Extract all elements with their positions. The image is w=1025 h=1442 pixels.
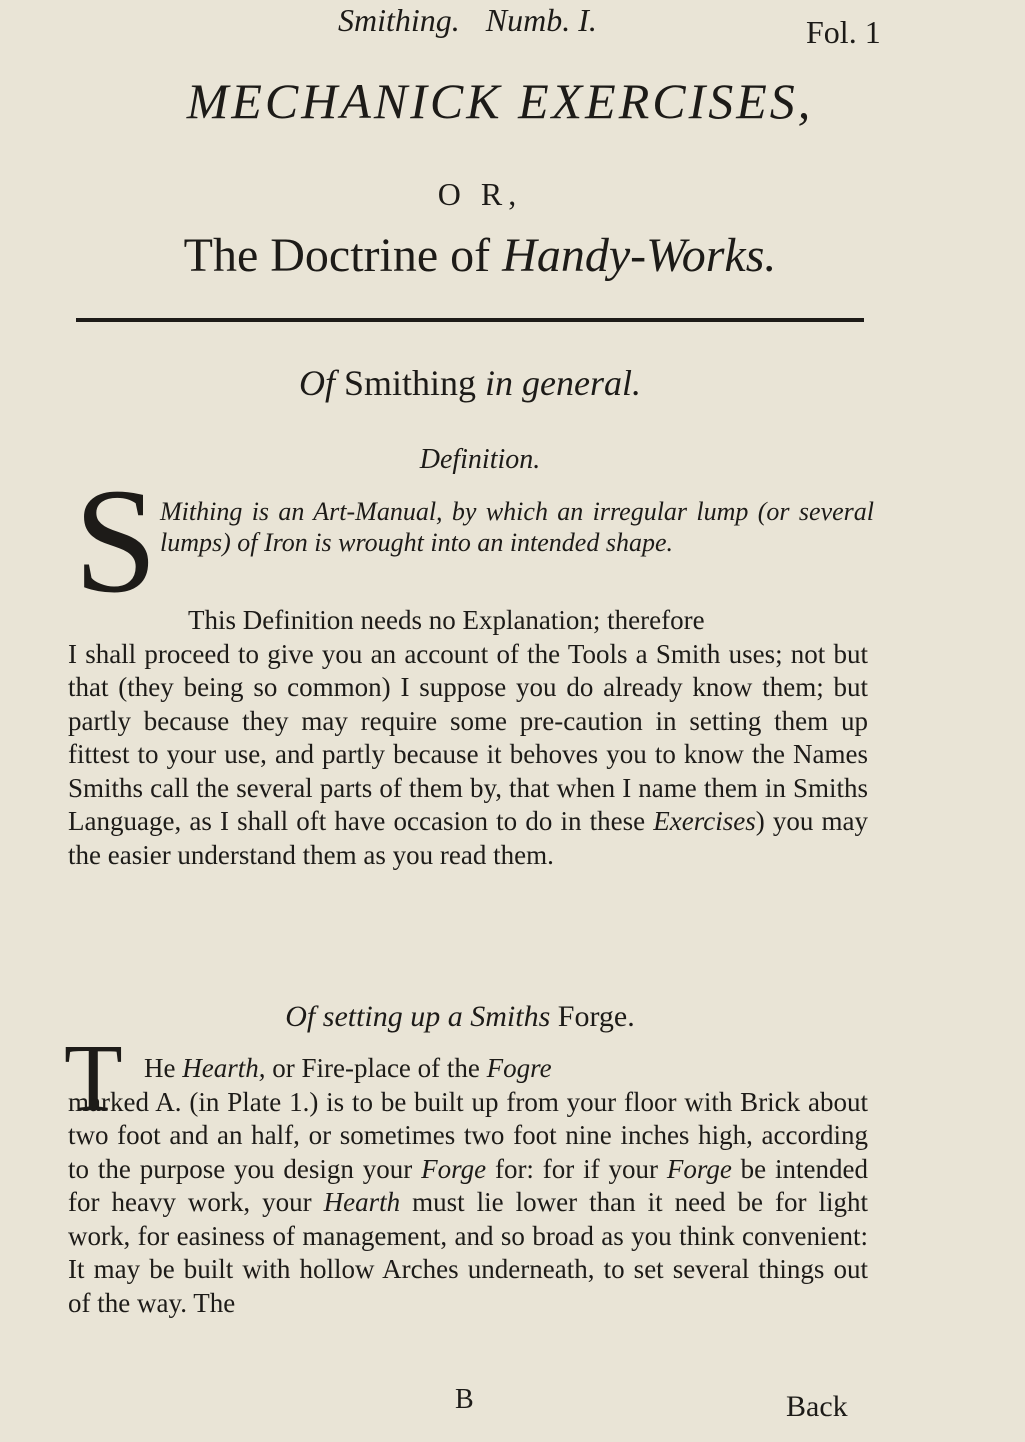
hearth-s2: or Fire-place of the [265, 1053, 487, 1083]
paragraph-hearth [68, 1052, 868, 1320]
hearth-s6: must lie lower than it need be for light work, for easiness of management, and so broad as you think convenient: It may be built with hollow Arches underneath, to set several things out of the way. The [68, 1187, 868, 1318]
section-title-of: Of [298, 363, 335, 403]
hearth-i3: Forge [421, 1153, 487, 1184]
paragraph-hearth-lead [68, 1052, 868, 1086]
hearth-i4: Forge [666, 1153, 732, 1184]
paragraph-tools-first-line: This Definition needs no Explanation; therefore [188, 605, 705, 635]
forge-heading-plain: Forge. [557, 1000, 635, 1033]
subtitle-italic: Handy-Works. [502, 229, 777, 282]
running-head [338, 2, 597, 39]
hearth-i5: Hearth [323, 1187, 401, 1217]
folio-number: Fol. 1 [806, 14, 881, 50]
section-title-word: Smithing [343, 363, 477, 403]
section-title [0, 362, 940, 404]
subtitle-plain: The Doctrine of [183, 229, 503, 282]
drop-cap-s: S [74, 458, 158, 624]
catchword: Back [786, 1390, 848, 1423]
running-head-number: Numb. I. [485, 2, 597, 38]
hearth-s3: marked A. (in Plate 1.) is to be built up from your floor with Brick about two foot and an half, or sometimes two foot nine inches high, according to the purpose you design your [68, 1086, 868, 1184]
subtitle [0, 228, 960, 283]
drop-cap-t: T [64, 1024, 123, 1131]
hearth-s4: for: for if your [486, 1153, 667, 1184]
section-title-rest: in general. [485, 363, 641, 403]
paragraph-tools [68, 604, 868, 872]
hearth-s5: be intended for heavy work, your [68, 1153, 868, 1217]
paragraph-tools-text-b: ) you may the easier understand them as you read them. [68, 806, 869, 870]
or-line: O R, [437, 176, 523, 212]
definition-text: Mithing is an Art-Manual, by which an irregular lump (or several lumps) of Iron is wrought into an intended shape. [160, 497, 874, 557]
definition-heading: Definition. [419, 444, 541, 475]
title-rule [76, 318, 864, 322]
signature-mark: B [455, 1384, 474, 1415]
hearth-i1: Hearth, [182, 1053, 266, 1083]
running-head-title: Smithing. [338, 2, 460, 38]
hearth-s1: He [144, 1053, 183, 1083]
paragraph-tools-text-a: I shall proceed to give you an account of the Tools a Smith uses; not but that (they being so common) I suppose you do already know them; but partly because they may require some pre-caution in setting them up fittest to your use, and partly because it behoves you to know the Names Smiths call the several parts of them by, that when I name them in Smiths Language, as I shall oft have occasion to do in these [68, 638, 868, 836]
forge-heading-italic: Of setting up a Smiths [285, 1000, 551, 1033]
hearth-i2: Fogre [486, 1053, 552, 1083]
paragraph-tools-italic: Exercises [653, 806, 756, 836]
forge-heading [0, 1000, 920, 1034]
main-title: MECHANICK EXERCISES, [186, 73, 814, 129]
